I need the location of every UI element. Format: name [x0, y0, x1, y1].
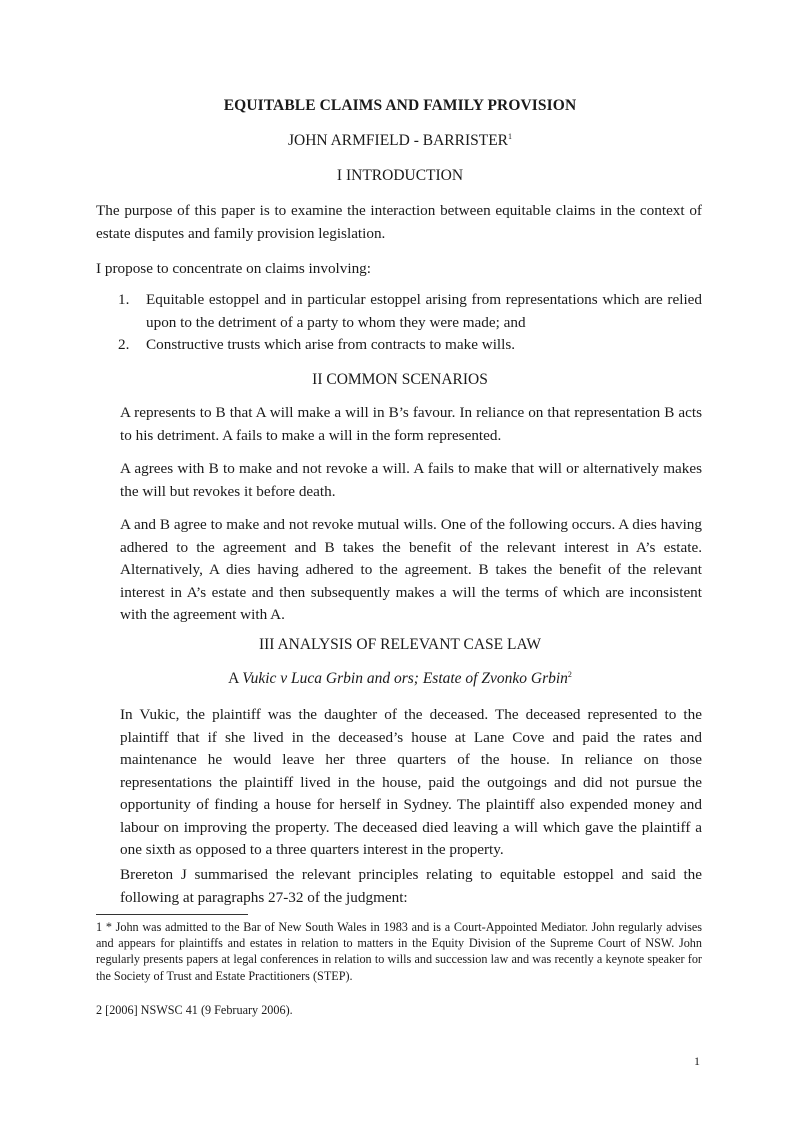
page-number: 1 — [694, 1054, 700, 1068]
section-heading-scenarios: II COMMON SCENARIOS — [312, 371, 488, 388]
analysis-paragraph-1: In Vukic, the plaintiff was the daughter of the deceased. The deceased represented to the plaintiff that if she lived in the deceased’s house at Lane Cove and paid the rates and maintenance he would leave her three quarters of the house. In reliance on those representations the plaintiff lived in the house, paid the outgoings and did not pursue the opportunity of finding a house for herself in Sydney. The plaintiff also expended money and labour on improving the property. The deceased died leaving a will which gave the plaintiff a one sixth as opposed to a three quarters interest in the property. — [120, 706, 702, 858]
list-item — [118, 334, 702, 357]
section-heading-introduction: I INTRODUCTION — [336, 167, 464, 184]
section-heading-analysis: III ANALYSIS OF RELEVANT CASE LAW — [258, 636, 542, 653]
author-name: JOHN ARMFIELD - BARRISTER — [287, 132, 509, 149]
list-item-number: 2. — [118, 336, 130, 353]
case-footnote-ref: 2 — [567, 669, 572, 679]
scenario-paragraph-3: A and B agree to make and not revoke mutual wills. One of the following occurs. A dies having adhered to the agreement and B takes the benefit of the relevant interest in A’s estate. Alternatively, A dies having adhered to the agreement. B takes the benefit of the relevant interest in A’s estate and then subsequently makes a will the terms of which are inconsistent with the agreement with A. — [120, 516, 702, 623]
list-item-text: Equitable estoppel and in particular estoppel arising from representations which are relied upon to the detriment of a party to whom they were made; and — [146, 291, 702, 331]
footnote-2: 2 [2006] NSWSC 41 (9 February 2006). — [96, 1003, 293, 1017]
intro-paragraph-2: I propose to concentrate on claims involving: — [96, 260, 371, 277]
list-item — [118, 289, 702, 334]
document-title: EQUITABLE CLAIMS AND FAMILY PROVISION — [223, 97, 577, 114]
author-footnote-ref: 1 — [508, 131, 513, 141]
footnote-divider — [96, 914, 248, 915]
case-subheading-name: Vukic v Luca Grbin and ors; Estate of Zvonko Grbin — [242, 670, 568, 687]
footnote-1: 1 * John was admitted to the Bar of New South Wales in 1983 and is a Court-Appointed Mediator. John regularly advises and appears for plaintiffs and estates in relation to matters in the Equity Division of the Supreme Court of NSW. John regularly presents papers at legal conferences in relation to wills and succession law and was recently a keynote speaker for the Society of Trust and Estate Practitioners (STEP). — [96, 920, 702, 983]
case-subheading — [0, 670, 800, 688]
author-line — [0, 132, 800, 150]
analysis-paragraph-2: Brereton J summarised the relevant principles relating to equitable estoppel and said the following at paragraphs 27-32 of the judgment: — [120, 866, 702, 906]
list-item-number: 1. — [118, 291, 130, 308]
intro-paragraph-1: The purpose of this paper is to examine the interaction between equitable claims in the context of estate disputes and family provision legislation. — [96, 202, 702, 242]
case-subheading-prefix: A — [228, 670, 239, 687]
scenario-paragraph-1: A represents to B that A will make a will in B’s favour. In reliance on that representation B acts to his detriment. A fails to make a will in the form represented. — [120, 404, 702, 444]
claims-list — [118, 289, 702, 357]
scenario-paragraph-2: A agrees with B to make and not revoke a will. A fails to make that will or alternatively makes the will but revokes it before death. — [120, 460, 702, 500]
list-item-text: Constructive trusts which arise from contracts to make wills. — [146, 336, 516, 353]
